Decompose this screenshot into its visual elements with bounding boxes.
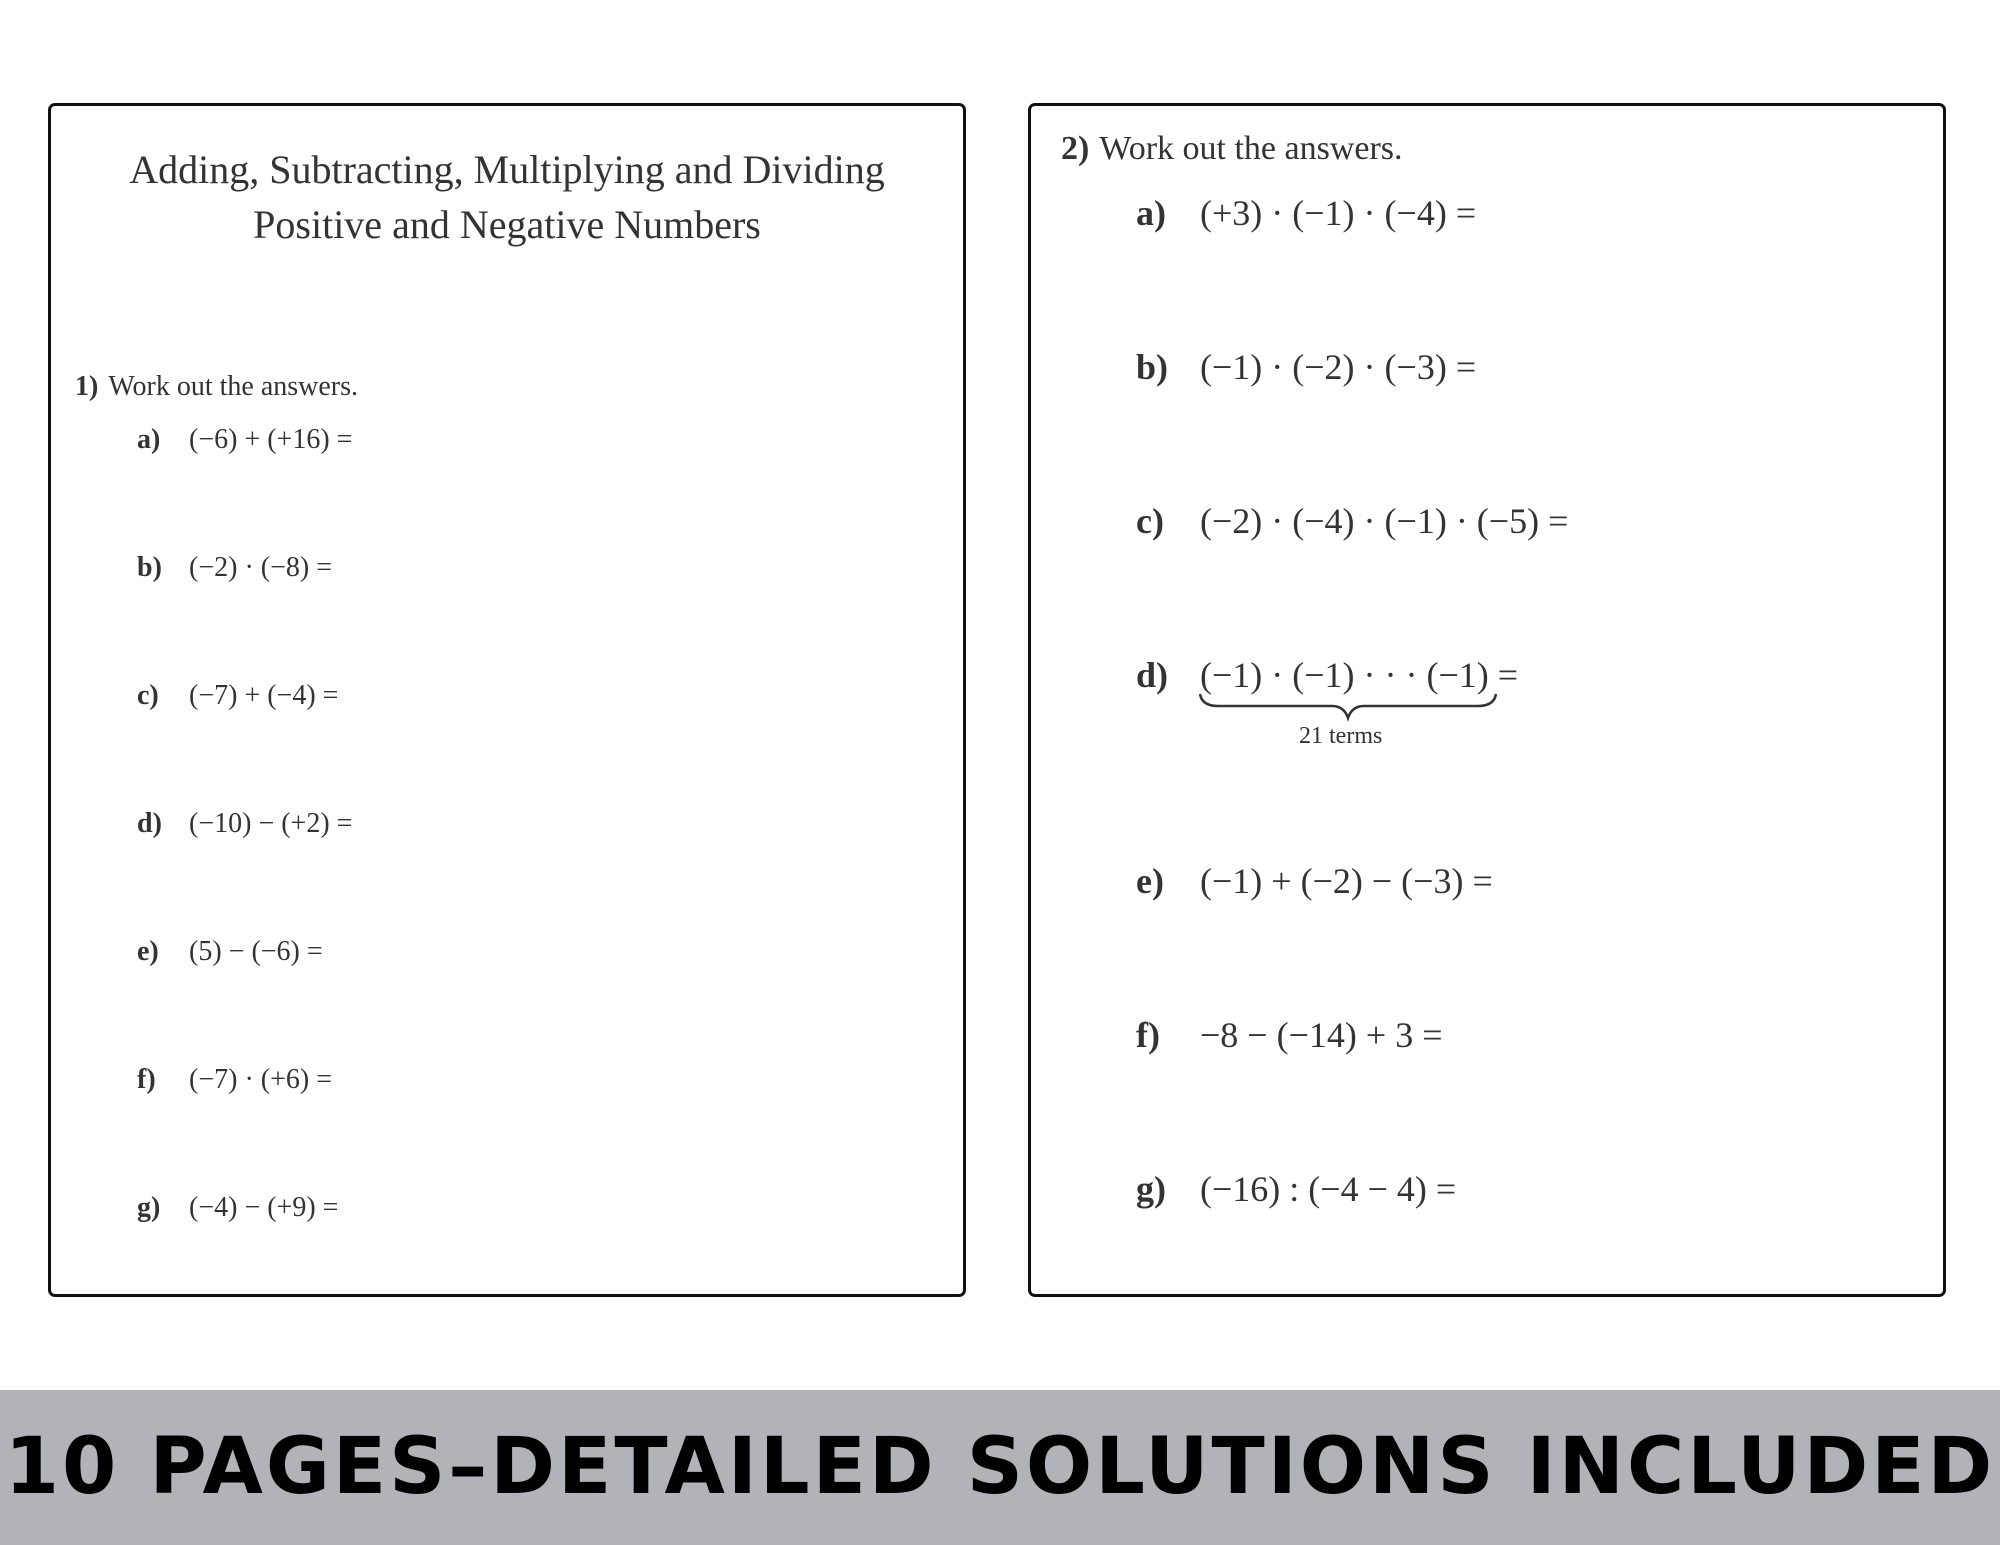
- exercise-expression: (5) − (−6) =: [189, 936, 323, 967]
- exercise-expression: (−4) − (+9) =: [189, 1192, 339, 1223]
- question-prompt: Work out the answers.: [1099, 130, 1403, 167]
- underbraced-product: [1200, 654, 1489, 696]
- question-prompt: Work out the answers.: [108, 371, 359, 402]
- exercise-label: e): [137, 936, 159, 967]
- exercise-expression: −8 − (−14) + 3 =: [1200, 1015, 1443, 1055]
- exercise-1g: [137, 1192, 338, 1224]
- exercise-label: b): [137, 552, 162, 583]
- exercise-expression: (−16) : (−4 − 4) =: [1200, 1169, 1457, 1209]
- question-number: 1): [75, 371, 99, 402]
- exercise-label: a): [1136, 193, 1166, 233]
- worksheet-page-right: [1028, 103, 1946, 1297]
- exercise-expression: (−10) − (+2) =: [189, 808, 353, 839]
- exercise-label: e): [1136, 861, 1164, 901]
- exercise-2f: [1136, 1014, 1443, 1056]
- underbrace-icon: [1198, 692, 1498, 722]
- question-1-heading: [75, 371, 358, 403]
- exercise-expression: (−1) · (−2) · (−3) =: [1200, 347, 1477, 387]
- exercise-expression: (−7) · (+6) =: [189, 1064, 332, 1095]
- exercise-2e: [1136, 860, 1493, 902]
- exercise-expression: (−2) · (−4) · (−1) · (−5) =: [1200, 501, 1569, 541]
- exercise-label: g): [1136, 1169, 1166, 1209]
- exercise-expression: (−7) + (−4) =: [189, 680, 339, 711]
- exercise-2g: [1136, 1168, 1456, 1210]
- exercise-label: c): [137, 680, 159, 711]
- exercise-2b: [1136, 346, 1476, 388]
- underbrace-note: 21 terms: [1299, 723, 1383, 749]
- exercise-expression: (−1) + (−2) − (−3) =: [1200, 861, 1493, 901]
- exercise-2a: [1136, 192, 1476, 234]
- exercise-1e: [137, 936, 323, 968]
- title-line-1: Adding, Subtracting, Multiplying and Dividing: [129, 147, 885, 192]
- exercise-expression: (−6) + (+16) =: [189, 424, 353, 455]
- exercise-label: f): [1136, 1015, 1160, 1055]
- exercise-1d: [137, 808, 352, 840]
- exercise-2c: [1136, 500, 1568, 542]
- exercise-1b: [137, 552, 332, 584]
- exercise-expression: (−1) · (−1) · · · (−1): [1200, 655, 1489, 695]
- exercise-label: a): [137, 424, 161, 455]
- exercise-1c: [137, 680, 338, 712]
- exercise-label: d): [1136, 655, 1169, 695]
- exercise-2d: [1136, 654, 1518, 696]
- exercise-1a: [137, 424, 352, 456]
- worksheet-page-left: [48, 103, 966, 1297]
- exercise-label: b): [1136, 347, 1169, 387]
- exercise-1f: [137, 1064, 332, 1096]
- worksheet-title: [51, 142, 963, 252]
- exercise-label: f): [137, 1064, 156, 1095]
- footer-banner: [0, 1390, 2000, 1545]
- question-2-heading: [1061, 130, 1403, 168]
- exercise-expression: (+3) · (−1) · (−4) =: [1200, 193, 1477, 233]
- footer-text: 10 PAGES–DETAILED SOLUTIONS INCLUDED: [4, 1422, 1996, 1512]
- exercise-label: d): [137, 808, 162, 839]
- exercise-expression-tail: =: [1488, 655, 1519, 695]
- exercise-expression: (−2) · (−8) =: [189, 552, 332, 583]
- exercise-label: g): [137, 1192, 161, 1223]
- title-line-2: Positive and Negative Numbers: [253, 202, 761, 247]
- question-number: 2): [1061, 130, 1090, 167]
- exercise-label: c): [1136, 501, 1164, 541]
